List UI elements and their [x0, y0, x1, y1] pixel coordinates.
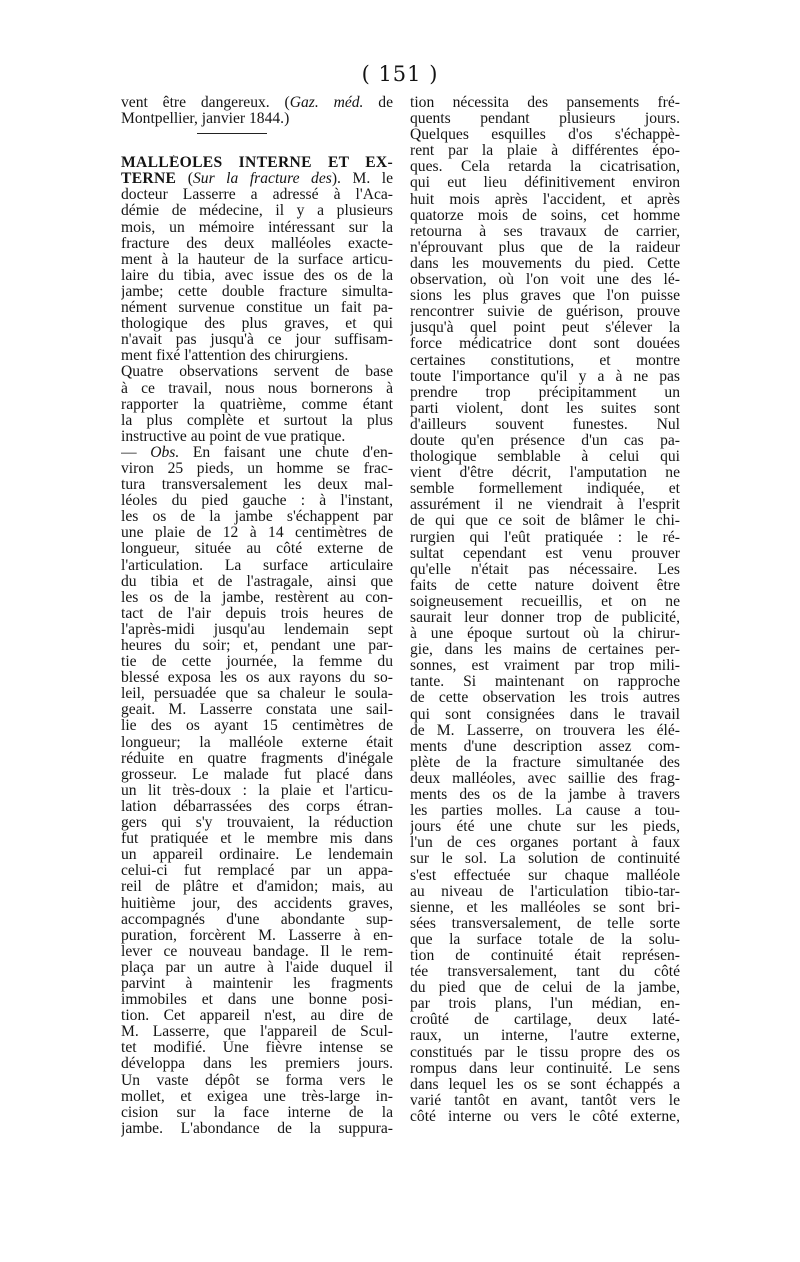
text-segment: quatorze mois de soins, cet homme	[410, 207, 680, 224]
text-segment: réduite en quatre fragments d'inégale	[121, 750, 393, 767]
text-segment: laire du tibia, avec issue des os de la	[121, 267, 393, 284]
text-line	[121, 702, 393, 718]
section-divider	[197, 133, 267, 134]
section-gap	[121, 133, 393, 155]
text-line	[121, 670, 393, 686]
text-line	[121, 606, 393, 622]
text-line	[121, 252, 393, 268]
text-line	[121, 268, 393, 284]
text-line	[410, 320, 680, 336]
text-segment: jours été une chute sur les pieds,	[410, 819, 680, 836]
text-segment: au niveau de l'articulation tibio-tar-	[410, 883, 680, 900]
text-segment: sonnes, est vraiment par trop mili-	[410, 658, 680, 675]
text-segment: soigneusement recueillis, et on ne	[410, 593, 680, 610]
text-segment: semble formellement indiquée, et	[410, 481, 680, 498]
text-segment: plète de la fracture simultanée des	[410, 754, 680, 771]
text-segment: de cette observation les trois autres	[410, 690, 680, 707]
text-line	[410, 948, 680, 964]
text-line	[410, 1093, 680, 1109]
text-line	[410, 336, 680, 352]
text-segment: sienne, et les malléoles se sont bri-	[410, 899, 680, 916]
text-line	[121, 381, 393, 397]
text-segment: rent par la plaie à différentes épo-	[410, 143, 680, 160]
text-line	[121, 783, 393, 799]
text-segment: En faisant une chute d'en-	[179, 444, 393, 461]
text-segment: qui sont consignées dans le travail	[410, 706, 680, 723]
text-line	[121, 960, 393, 976]
text-segment: tura transversalement les deux mal-	[121, 477, 393, 494]
text-segment: parvint à maintenir les fragments	[121, 975, 393, 992]
text-line	[121, 976, 393, 992]
text-segment: ). M. le	[331, 171, 393, 188]
text-segment: nément survenue constitue un fait pa-	[121, 300, 393, 317]
text-line	[410, 1077, 680, 1093]
text-line	[121, 944, 393, 960]
text-line	[121, 236, 393, 252]
text-segment: prendre trop précipitamment un	[410, 384, 680, 401]
text-line	[121, 220, 393, 236]
text-segment: Quatre observations servent de base	[121, 364, 393, 381]
text-segment: lever ce nouveau bandage. Il le rem-	[121, 943, 393, 960]
text-line	[121, 1040, 393, 1056]
text-segment: sées transversalement, de telle sorte	[410, 915, 680, 932]
text-segment: qui eut lieu définitivement environ	[410, 175, 680, 192]
text-line	[121, 912, 393, 928]
text-segment: dans les mouvements du pied. Cette	[410, 255, 680, 272]
text-segment: Montpellier, janvier 1844.)	[121, 111, 290, 128]
text-line	[121, 445, 393, 461]
text-line	[410, 497, 680, 513]
text-segment: viron 25 pieds, un homme se frac-	[121, 460, 393, 477]
text-line	[410, 111, 680, 127]
text-segment: rapporter la quatrième, comme étant	[121, 396, 393, 413]
text-line	[121, 1089, 393, 1105]
text-line	[410, 868, 680, 884]
text-line	[410, 304, 680, 320]
text-segment: rencontrer suivie de guérison, prouve	[410, 304, 680, 321]
text-line	[410, 771, 680, 787]
text-segment: sur le sol. La solution de continuité	[410, 851, 680, 868]
text-segment: développa dans les premiers jours.	[121, 1056, 393, 1073]
text-segment: ments des os de la jambe à travers	[410, 787, 680, 804]
text-segment: instructive au point de vue pratique.	[121, 428, 346, 445]
text-segment: (	[176, 171, 193, 188]
italic-text: Sur la fracture des	[192, 171, 332, 188]
text-line	[410, 562, 680, 578]
text-line	[410, 964, 680, 980]
text-segment: certaines constitutions, et montre	[410, 352, 680, 369]
text-line	[121, 928, 393, 944]
text-segment: d'ailleurs souvent funestes. Nul	[410, 416, 680, 433]
text-segment: leil, persuadée que sa chaleur le soula-	[121, 686, 393, 703]
text-line	[121, 300, 393, 316]
text-line	[121, 1105, 393, 1121]
text-segment: grosseur. Le malade fut placé dans	[121, 766, 393, 783]
text-segment: reil de plâtre et d'amidon; mais, au	[121, 879, 393, 896]
text-segment: saurait leur donner trop de publicité,	[410, 610, 680, 626]
text-segment: force médicatrice dont sont douées	[410, 336, 680, 353]
text-segment: cision sur la face interne de la	[121, 1104, 393, 1121]
text-line	[410, 385, 680, 401]
text-segment: ment à la hauteur de la surface articu-	[121, 251, 393, 268]
text-line	[410, 481, 680, 497]
text-segment: tée transversalement, tant du côté	[410, 964, 680, 981]
text-segment: Quelques esquilles d'os s'échappè-	[410, 127, 680, 144]
text-segment: sultat cependant est venu prouver	[410, 545, 680, 562]
text-segment: rompus dans leur continuité. Le sens	[410, 1060, 680, 1077]
text-line	[121, 735, 393, 751]
text-segment: à une époque surtout où la chirur-	[410, 626, 680, 643]
text-segment: croûté de cartilage, deux laté-	[410, 1012, 680, 1029]
text-line	[121, 896, 393, 912]
text-segment: vent être dangereux. (	[121, 95, 290, 111]
text-segment: de M. Lasserre, on trouvera les élé-	[410, 722, 680, 739]
text-line	[410, 610, 680, 626]
italic-text: Obs.	[150, 444, 180, 461]
text-segment: immobiles et dans une bonne posi-	[121, 992, 393, 1009]
text-segment: celui-ci fut remplacé par un appa-	[121, 863, 393, 880]
text-line	[410, 932, 680, 948]
text-line	[410, 513, 680, 529]
text-segment: n'avait pas jusqu'à ce jour suffisam-	[121, 332, 393, 349]
text-line	[121, 364, 393, 380]
text-segment: à ce travail, nous nous bornerons à	[121, 380, 393, 397]
text-line	[121, 831, 393, 847]
text-line	[121, 316, 393, 332]
text-line	[121, 477, 393, 493]
text-line	[410, 224, 680, 240]
text-segment: mollet, et exigea une très-large in-	[121, 1088, 393, 1105]
text-segment: que la surface totale de la solu-	[410, 931, 680, 948]
text-segment: longueur, située au côté externe de	[121, 541, 393, 558]
text-line	[121, 509, 393, 525]
italic-text: Gaz. méd.	[289, 95, 364, 111]
text-line	[121, 541, 393, 557]
text-line	[410, 143, 680, 159]
text-line	[410, 127, 680, 143]
text-segment: heures du soir; et, pendant une par-	[121, 638, 393, 654]
text-segment: tion nécessita des pansements fré-	[410, 95, 680, 111]
text-segment: parti violent, dont les suites sont	[410, 400, 680, 417]
text-line	[121, 767, 393, 783]
text-line	[410, 803, 680, 819]
text-segment: les os de la jambe s'échappent par	[121, 509, 393, 526]
text-line	[121, 815, 393, 831]
text-segment: un lit très-doux : la plaie et l'articu-	[121, 782, 393, 799]
text-line	[410, 1028, 680, 1044]
text-line	[410, 819, 680, 835]
text-segment: du pied que de celui de la jambe,	[410, 980, 680, 997]
text-line	[410, 578, 680, 594]
section-heading: TERNE	[121, 171, 177, 188]
text-segment: plaça par un autre à l'aide duquel il	[121, 959, 393, 976]
text-line	[121, 332, 393, 348]
text-line	[121, 574, 393, 590]
text-line	[121, 638, 393, 654]
text-segment: longueur; la malléole externe était	[121, 734, 393, 751]
text-segment: du tibia et de l'astragale, ainsi que	[121, 573, 393, 590]
text-line	[410, 996, 680, 1012]
text-line	[410, 159, 680, 175]
text-line	[121, 461, 393, 477]
text-line	[410, 1061, 680, 1077]
text-line	[121, 348, 393, 364]
text-line	[410, 642, 680, 658]
text-segment: côté interne ou vers le côté externe,	[410, 1108, 680, 1125]
text-line	[410, 433, 680, 449]
text-segment: par trois plans, l'un médian, en-	[410, 996, 680, 1013]
text-segment: blessé exposa les os aux rayons du so-	[121, 670, 393, 687]
text-segment: tante. Si maintenant on rapproche	[410, 674, 680, 691]
text-segment: tion. Cet appareil n'est, au dire de	[121, 1008, 393, 1025]
text-segment: ques. Cela retarda la cicatrisation,	[410, 159, 680, 176]
text-segment: raux, un interne, l'autre externe,	[410, 1028, 680, 1045]
text-line	[121, 493, 393, 509]
text-line	[410, 851, 680, 867]
text-segment: rurgien qui l'eût pratiquée : le ré-	[410, 529, 680, 546]
text-line	[121, 799, 393, 815]
text-segment: dans lequel les os se sont échappés a	[410, 1076, 680, 1093]
text-line	[410, 658, 680, 674]
text-line	[410, 449, 680, 465]
text-line	[121, 397, 393, 413]
text-segment: deux malléoles, avec saillie des frag-	[410, 770, 680, 787]
text-line	[121, 155, 393, 171]
text-line	[410, 980, 680, 996]
text-segment: accompagnés d'une abondante sup-	[121, 911, 393, 928]
text-line	[121, 879, 393, 895]
text-segment: sions les plus graves que l'on puisse	[410, 288, 680, 305]
right-column	[410, 95, 680, 1125]
text-line	[410, 690, 680, 706]
text-segment: vient d'être décrit, l'amputation ne	[410, 465, 680, 482]
text-segment: faits de cette nature doivent être	[410, 577, 680, 594]
text-segment: de	[363, 95, 393, 111]
text-line	[121, 622, 393, 638]
text-line	[121, 847, 393, 863]
text-segment: doute qu'en présence d'un cas pa-	[410, 432, 680, 449]
text-line	[121, 111, 393, 127]
text-line	[410, 723, 680, 739]
text-line	[121, 1008, 393, 1024]
text-line	[121, 590, 393, 606]
text-line	[410, 288, 680, 304]
text-segment: fracture des deux malléoles exacte-	[121, 235, 393, 252]
text-line	[410, 465, 680, 481]
page-number: ( 151 )	[361, 62, 439, 86]
text-segment: la plus complète et surtout la plus	[121, 412, 393, 429]
text-segment: de qui que ce soit de blâmer le chi-	[410, 513, 680, 530]
text-line	[121, 525, 393, 541]
text-line	[410, 272, 680, 288]
text-segment: tie de cette journée, la femme du	[121, 654, 393, 671]
text-segment: quents pendant plusieurs jours.	[410, 111, 680, 128]
text-segment: jambe; cette double fracture simulta-	[121, 283, 393, 300]
text-line	[121, 863, 393, 879]
text-segment: retourna à ses travaux de carrier,	[410, 223, 680, 240]
text-line	[410, 787, 680, 803]
text-line	[410, 626, 680, 642]
text-line	[410, 353, 680, 369]
text-segment: geait. M. Lasserre constata une sail-	[121, 702, 393, 719]
text-line	[410, 530, 680, 546]
section-heading: MALLÉOLES INTERNE ET EX-	[121, 155, 393, 172]
text-segment: varié tantôt en avant, tantôt vers le	[410, 1092, 680, 1109]
text-segment: tet modifié. Une fièvre intense se	[121, 1040, 393, 1057]
text-line	[121, 654, 393, 670]
text-segment: —	[121, 444, 151, 461]
text-segment: une plaie de 12 à 14 centimètres de	[121, 525, 393, 542]
text-line	[121, 171, 393, 187]
text-segment: huit mois après l'accident, et après	[410, 191, 680, 208]
text-segment: toute l'importance qu'il y a à ne pas	[410, 368, 680, 385]
text-line	[410, 208, 680, 224]
text-line	[121, 429, 393, 445]
text-segment: Un vaste dépôt se forma vers le	[121, 1072, 393, 1089]
text-line	[410, 674, 680, 690]
text-line	[410, 240, 680, 256]
text-line	[410, 175, 680, 191]
text-segment: les os de la jambe, restèrent au con-	[121, 589, 393, 606]
text-line	[121, 1056, 393, 1072]
text-line	[410, 755, 680, 771]
text-line	[121, 284, 393, 300]
text-segment: gers qui s'y trouvaient, la réduction	[121, 815, 393, 832]
text-segment: jambe. L'abondance de la suppura-	[121, 1120, 393, 1137]
text-line	[121, 1121, 393, 1137]
text-line	[121, 203, 393, 219]
text-line	[121, 1024, 393, 1040]
text-segment: huitième jour, des accidents graves,	[121, 895, 393, 912]
text-segment: un appareil ordinaire. Le lendemain	[121, 847, 393, 864]
text-segment: fut pratiquée et le membre mis dans	[121, 831, 393, 848]
text-segment: lation débarrassées des corps étran-	[121, 798, 393, 815]
text-line	[121, 686, 393, 702]
text-segment: les parties molles. La cause a tou-	[410, 803, 680, 820]
text-segment: assurément il ne viendrait à l'esprit	[410, 497, 680, 514]
text-line	[410, 1012, 680, 1028]
text-line	[410, 95, 680, 111]
text-segment: puration, forcèrent M. Lasserre à en-	[121, 927, 393, 944]
text-line	[410, 739, 680, 755]
text-line	[410, 546, 680, 562]
text-segment: léoles du pied gauche : à l'instant,	[121, 493, 393, 510]
text-line	[410, 369, 680, 385]
text-segment: démie de médecine, il y a plusieurs	[121, 203, 393, 220]
text-segment: tact de l'air depuis trois heures de	[121, 605, 393, 622]
text-line	[410, 256, 680, 272]
text-line	[410, 1045, 680, 1061]
text-segment: l'un de ces organes portant à faux	[410, 835, 680, 852]
text-line	[410, 1109, 680, 1125]
text-line	[121, 718, 393, 734]
text-segment: n'éprouvant plus que de la raideur	[410, 239, 680, 256]
text-segment: thologique semblable à celui qui	[410, 449, 680, 466]
text-line	[410, 594, 680, 610]
text-segment: observation, où l'on voit une des lé-	[410, 272, 680, 289]
text-segment: ments d'une description assez com-	[410, 738, 680, 755]
text-segment: l'après-midi jusqu'au lendemain sept	[121, 621, 393, 638]
text-line	[121, 1073, 393, 1089]
text-segment: mois, un mémoire intéressant sur la	[121, 219, 393, 236]
text-line	[410, 900, 680, 916]
text-line	[410, 835, 680, 851]
text-line	[410, 707, 680, 723]
text-segment: tion de continuité était représen-	[410, 947, 680, 964]
text-line	[121, 187, 393, 203]
text-segment: jusqu'à quel point peut s'élever la	[410, 320, 680, 337]
text-segment: l'articulation. La surface articulaire	[121, 557, 393, 574]
text-segment: lie des os ayant 15 centimètres de	[121, 718, 393, 735]
text-segment: ment fixé l'attention des chirurgiens.	[121, 348, 349, 365]
text-line	[410, 916, 680, 932]
text-line	[121, 413, 393, 429]
text-segment: s'est effectuée sur chaque malléole	[410, 867, 680, 884]
text-line	[410, 884, 680, 900]
text-line	[121, 558, 393, 574]
text-line	[410, 417, 680, 433]
text-segment: gie, dans les mains de certaines per-	[410, 642, 680, 659]
text-line	[410, 192, 680, 208]
text-line	[410, 401, 680, 417]
text-line	[121, 95, 393, 111]
text-segment: thologique des plus graves, et qui	[121, 316, 393, 333]
left-column	[121, 95, 393, 1137]
text-segment: M. Lasserre, que l'appareil de Scul-	[121, 1024, 393, 1041]
text-line	[121, 751, 393, 767]
text-segment: qu'elle n'était pas nécessaire. Les	[410, 561, 680, 578]
text-segment: constitués par le tissu propre des os	[410, 1044, 680, 1061]
text-segment: docteur Lasserre a adressé à l'Aca-	[121, 187, 393, 204]
text-line	[121, 992, 393, 1008]
